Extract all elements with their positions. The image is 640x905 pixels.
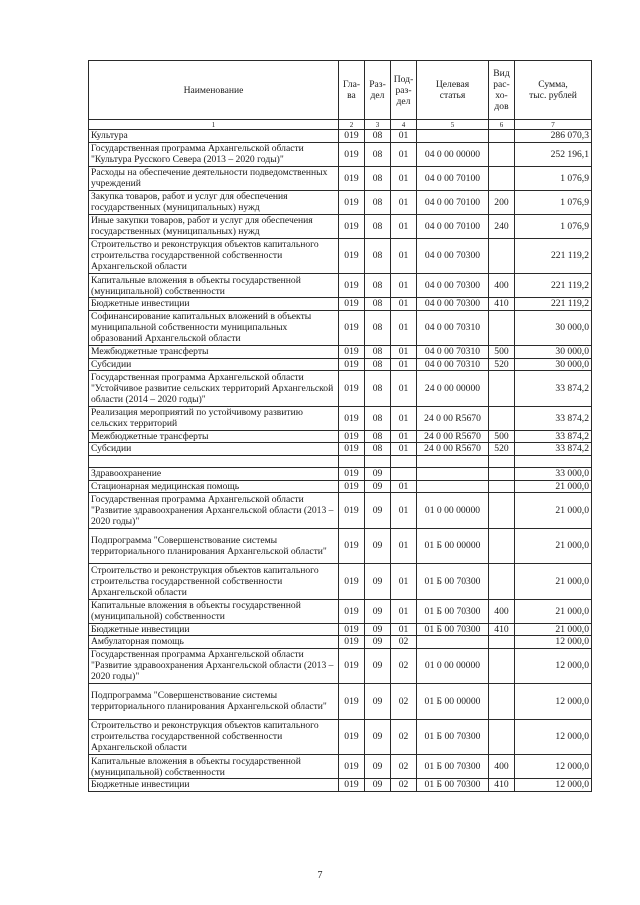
cell-statya: 01 Б 00 00000 xyxy=(417,528,489,564)
cell-name xyxy=(89,455,339,468)
cell-razdel: 08 xyxy=(365,406,391,430)
cell-name: Государственная программа Архангельской области "Развитие здравоохранения Архангельской области (2013 – 2020 годы)" xyxy=(89,648,339,684)
header-name: Наименование xyxy=(89,61,339,120)
cell-name: Субсидии xyxy=(89,358,339,371)
cell-glava: 019 xyxy=(339,166,365,190)
cell-vid: 410 xyxy=(489,623,515,636)
cell-summa: 33 000,0 xyxy=(515,468,592,481)
table-row xyxy=(89,274,592,298)
cell-podrazdel: 01 xyxy=(391,130,417,143)
cell-podrazdel: 02 xyxy=(391,719,417,755)
cell-razdel: 08 xyxy=(365,346,391,359)
cell-razdel: 09 xyxy=(365,468,391,481)
cell-summa: 12 000,0 xyxy=(515,648,592,684)
cell-summa: 12 000,0 xyxy=(515,636,592,649)
cell-name: Бюджетные инвестиции xyxy=(89,298,339,311)
table-row xyxy=(89,528,592,564)
cell-summa: 12 000,0 xyxy=(515,719,592,755)
cell-glava: 019 xyxy=(339,648,365,684)
column-number: 2 xyxy=(339,120,365,130)
cell-statya xyxy=(417,455,489,468)
page-number: 7 xyxy=(317,870,323,881)
header-podrazdel: Под- раз- дел xyxy=(391,61,417,120)
cell-vid: 200 xyxy=(489,190,515,214)
cell-podrazdel: 01 xyxy=(391,346,417,359)
cell-podrazdel: 02 xyxy=(391,755,417,779)
cell-razdel: 08 xyxy=(365,371,391,407)
cell-glava: 019 xyxy=(339,358,365,371)
header-vid: Вид рас- хо- дов xyxy=(489,61,515,120)
cell-summa: 33 874,2 xyxy=(515,371,592,407)
cell-name: Культура xyxy=(89,130,339,143)
cell-name: Капитальные вложения в объекты государственной (муниципальной) собственности xyxy=(89,274,339,298)
cell-statya: 04 0 00 70310 xyxy=(417,358,489,371)
cell-glava: 019 xyxy=(339,779,365,792)
cell-razdel: 08 xyxy=(365,274,391,298)
cell-glava: 019 xyxy=(339,443,365,456)
cell-podrazdel: 01 xyxy=(391,430,417,443)
cell-razdel: 08 xyxy=(365,238,391,274)
cell-name: Иные закупки товаров, работ и услуг для обеспечения государственных (муниципальных) нужд xyxy=(89,214,339,238)
table-row xyxy=(89,190,592,214)
cell-glava: 019 xyxy=(339,406,365,430)
cell-vid: 500 xyxy=(489,430,515,443)
cell-razdel: 08 xyxy=(365,443,391,456)
table-row xyxy=(89,358,592,371)
cell-statya: 01 0 00 00000 xyxy=(417,648,489,684)
cell-vid xyxy=(489,142,515,166)
column-number: 7 xyxy=(515,120,592,130)
table-row xyxy=(89,455,592,468)
cell-podrazdel: 01 xyxy=(391,443,417,456)
cell-statya: 01 Б 00 70300 xyxy=(417,599,489,623)
cell-vid xyxy=(489,468,515,481)
cell-vid: 400 xyxy=(489,599,515,623)
header-statya: Целевая статья xyxy=(417,61,489,120)
cell-podrazdel: 01 xyxy=(391,599,417,623)
cell-statya xyxy=(417,480,489,493)
cell-name: Межбюджетные трансферты xyxy=(89,430,339,443)
cell-name: Межбюджетные трансферты xyxy=(89,346,339,359)
cell-summa: 221 119,2 xyxy=(515,274,592,298)
cell-podrazdel: 01 xyxy=(391,564,417,600)
cell-vid xyxy=(489,480,515,493)
cell-statya: 04 0 00 00000 xyxy=(417,142,489,166)
table-row xyxy=(89,298,592,311)
cell-vid xyxy=(489,684,515,720)
table-row xyxy=(89,599,592,623)
cell-name: Строительство и реконструкция объектов капитального строительства государственной собственности Архангельской области xyxy=(89,564,339,600)
cell-statya xyxy=(417,636,489,649)
cell-podrazdel: 01 xyxy=(391,142,417,166)
cell-statya: 24 0 00 R5670 xyxy=(417,430,489,443)
cell-name: Бюджетные инвестиции xyxy=(89,623,339,636)
cell-podrazdel xyxy=(391,468,417,481)
cell-podrazdel: 01 xyxy=(391,493,417,529)
cell-razdel: 08 xyxy=(365,190,391,214)
cell-summa: 1 076,9 xyxy=(515,190,592,214)
cell-summa: 21 000,0 xyxy=(515,528,592,564)
cell-glava: 019 xyxy=(339,238,365,274)
header-summa: Сумма, тыс. рублей xyxy=(515,61,592,120)
cell-vid xyxy=(489,238,515,274)
cell-summa: 33 874,2 xyxy=(515,430,592,443)
cell-razdel: 08 xyxy=(365,130,391,143)
cell-statya: 04 0 00 70300 xyxy=(417,298,489,311)
cell-razdel: 09 xyxy=(365,636,391,649)
table-row xyxy=(89,779,592,792)
cell-summa: 1 076,9 xyxy=(515,214,592,238)
cell-statya: 01 Б 00 70300 xyxy=(417,755,489,779)
cell-name: Стационарная медицинская помощь xyxy=(89,480,339,493)
cell-razdel xyxy=(365,455,391,468)
table-body xyxy=(89,130,592,792)
cell-name: Расходы на обеспечение деятельности подведомственных учреждений xyxy=(89,166,339,190)
cell-vid: 240 xyxy=(489,214,515,238)
cell-podrazdel: 01 xyxy=(391,274,417,298)
cell-podrazdel: 02 xyxy=(391,779,417,792)
cell-glava xyxy=(339,455,365,468)
cell-podrazdel: 01 xyxy=(391,406,417,430)
cell-statya: 04 0 00 70100 xyxy=(417,166,489,190)
cell-vid: 410 xyxy=(489,298,515,311)
cell-razdel: 08 xyxy=(365,430,391,443)
cell-summa: 30 000,0 xyxy=(515,358,592,371)
cell-vid: 520 xyxy=(489,358,515,371)
table-row xyxy=(89,130,592,143)
cell-statya: 04 0 00 70310 xyxy=(417,310,489,346)
table-row xyxy=(89,430,592,443)
table-row xyxy=(89,755,592,779)
cell-summa: 252 196,1 xyxy=(515,142,592,166)
cell-name: Здравоохранение xyxy=(89,468,339,481)
cell-razdel: 09 xyxy=(365,623,391,636)
cell-summa: 21 000,0 xyxy=(515,623,592,636)
cell-name: Бюджетные инвестиции xyxy=(89,779,339,792)
cell-podrazdel: 02 xyxy=(391,636,417,649)
cell-name: Субсидии xyxy=(89,443,339,456)
cell-summa: 30 000,0 xyxy=(515,310,592,346)
cell-vid xyxy=(489,719,515,755)
cell-podrazdel: 02 xyxy=(391,648,417,684)
table-row xyxy=(89,443,592,456)
cell-vid: 410 xyxy=(489,779,515,792)
cell-glava: 019 xyxy=(339,214,365,238)
table-row xyxy=(89,238,592,274)
cell-name: Государственная программа Архангельской области "Развитие здравоохранения Архангельской области (2013 – 2020 годы)" xyxy=(89,493,339,529)
cell-razdel: 09 xyxy=(365,648,391,684)
cell-name: Подпрограмма "Совершенствование системы территориального планирования Архангельской области" xyxy=(89,684,339,720)
cell-glava: 019 xyxy=(339,528,365,564)
cell-summa: 21 000,0 xyxy=(515,599,592,623)
cell-razdel: 08 xyxy=(365,298,391,311)
cell-razdel: 09 xyxy=(365,755,391,779)
cell-glava: 019 xyxy=(339,636,365,649)
cell-summa: 33 874,2 xyxy=(515,406,592,430)
cell-glava: 019 xyxy=(339,480,365,493)
cell-summa: 30 000,0 xyxy=(515,346,592,359)
cell-razdel: 08 xyxy=(365,310,391,346)
column-number: 1 xyxy=(89,120,339,130)
cell-podrazdel: 01 xyxy=(391,371,417,407)
cell-podrazdel: 01 xyxy=(391,358,417,371)
cell-summa: 221 119,2 xyxy=(515,298,592,311)
cell-razdel: 08 xyxy=(365,166,391,190)
cell-name: Строительство и реконструкция объектов капитального строительства государственной собственности Архангельской области xyxy=(89,238,339,274)
cell-podrazdel: 01 xyxy=(391,310,417,346)
table-row xyxy=(89,493,592,529)
cell-name: Подпрограмма "Совершенствование системы территориального планирования Архангельской области" xyxy=(89,528,339,564)
column-number: 6 xyxy=(489,120,515,130)
cell-vid xyxy=(489,130,515,143)
cell-podrazdel: 01 xyxy=(391,480,417,493)
column-numbers-row xyxy=(89,120,592,130)
cell-podrazdel: 01 xyxy=(391,190,417,214)
cell-glava: 019 xyxy=(339,684,365,720)
cell-razdel: 08 xyxy=(365,214,391,238)
table-row xyxy=(89,406,592,430)
table-row xyxy=(89,719,592,755)
table-row xyxy=(89,684,592,720)
cell-razdel: 09 xyxy=(365,599,391,623)
budget-table-page xyxy=(88,60,591,792)
cell-vid xyxy=(489,455,515,468)
cell-vid: 400 xyxy=(489,755,515,779)
cell-podrazdel: 02 xyxy=(391,684,417,720)
cell-razdel: 09 xyxy=(365,779,391,792)
cell-summa: 21 000,0 xyxy=(515,480,592,493)
cell-glava: 019 xyxy=(339,599,365,623)
cell-glava: 019 xyxy=(339,623,365,636)
cell-glava: 019 xyxy=(339,564,365,600)
cell-glava: 019 xyxy=(339,142,365,166)
cell-summa: 286 070,3 xyxy=(515,130,592,143)
cell-podrazdel: 01 xyxy=(391,623,417,636)
cell-glava: 019 xyxy=(339,468,365,481)
cell-glava: 019 xyxy=(339,719,365,755)
cell-razdel: 09 xyxy=(365,564,391,600)
table-row xyxy=(89,214,592,238)
cell-razdel: 09 xyxy=(365,528,391,564)
table-row xyxy=(89,468,592,481)
cell-statya xyxy=(417,468,489,481)
table-row xyxy=(89,371,592,407)
cell-vid xyxy=(489,528,515,564)
cell-vid xyxy=(489,406,515,430)
cell-name: Государственная программа Архангельской области "Культура Русского Севера (2013 – 2020 годы)" xyxy=(89,142,339,166)
cell-razdel: 08 xyxy=(365,142,391,166)
cell-glava: 019 xyxy=(339,493,365,529)
cell-summa: 33 874,2 xyxy=(515,443,592,456)
cell-summa: 1 076,9 xyxy=(515,166,592,190)
cell-statya: 04 0 00 70100 xyxy=(417,214,489,238)
cell-podrazdel: 01 xyxy=(391,298,417,311)
cell-summa: 12 000,0 xyxy=(515,755,592,779)
cell-razdel: 08 xyxy=(365,358,391,371)
cell-glava: 019 xyxy=(339,371,365,407)
cell-statya xyxy=(417,130,489,143)
cell-name: Закупка товаров, работ и услуг для обеспечения государственных (муниципальных) нужд xyxy=(89,190,339,214)
cell-glava: 019 xyxy=(339,755,365,779)
cell-statya: 01 0 00 00000 xyxy=(417,493,489,529)
cell-statya: 04 0 00 70100 xyxy=(417,190,489,214)
cell-summa: 12 000,0 xyxy=(515,684,592,720)
cell-name: Софинансирование капитальных вложений в объекты муниципальной собственности муниципальных образований Архангельской области xyxy=(89,310,339,346)
cell-razdel: 09 xyxy=(365,480,391,493)
cell-razdel: 09 xyxy=(365,684,391,720)
cell-statya: 24 0 00 00000 xyxy=(417,371,489,407)
cell-podrazdel: 01 xyxy=(391,214,417,238)
cell-statya: 24 0 00 R5670 xyxy=(417,443,489,456)
cell-glava: 019 xyxy=(339,274,365,298)
cell-name: Реализация мероприятий по устойчивому развитию сельских территорий xyxy=(89,406,339,430)
cell-podrazdel: 01 xyxy=(391,528,417,564)
cell-razdel: 09 xyxy=(365,719,391,755)
cell-statya: 01 Б 00 70300 xyxy=(417,719,489,755)
cell-vid xyxy=(489,636,515,649)
cell-statya: 01 Б 00 00000 xyxy=(417,684,489,720)
cell-glava: 019 xyxy=(339,430,365,443)
cell-summa: 221 119,2 xyxy=(515,238,592,274)
cell-statya: 01 Б 00 70300 xyxy=(417,623,489,636)
cell-vid xyxy=(489,648,515,684)
cell-name: Государственная программа Архангельской области "Устойчивое развитие сельских территорий Архангельской области (2014 – 2020 годы)" xyxy=(89,371,339,407)
cell-name: Строительство и реконструкция объектов капитального строительства государственной собственности Архангельской области xyxy=(89,719,339,755)
cell-vid xyxy=(489,371,515,407)
table-row xyxy=(89,564,592,600)
table-row xyxy=(89,166,592,190)
header-glava: Гла- ва xyxy=(339,61,365,120)
cell-statya: 04 0 00 70300 xyxy=(417,274,489,298)
cell-podrazdel: 01 xyxy=(391,166,417,190)
cell-summa: 12 000,0 xyxy=(515,779,592,792)
cell-glava: 019 xyxy=(339,310,365,346)
table-row xyxy=(89,648,592,684)
cell-vid xyxy=(489,166,515,190)
cell-summa: 21 000,0 xyxy=(515,564,592,600)
cell-vid: 500 xyxy=(489,346,515,359)
cell-glava: 019 xyxy=(339,346,365,359)
cell-vid: 520 xyxy=(489,443,515,456)
table-row xyxy=(89,142,592,166)
cell-statya: 04 0 00 70300 xyxy=(417,238,489,274)
column-number: 5 xyxy=(417,120,489,130)
cell-razdel: 09 xyxy=(365,493,391,529)
cell-glava: 019 xyxy=(339,298,365,311)
cell-vid xyxy=(489,493,515,529)
table-row xyxy=(89,623,592,636)
cell-glava: 019 xyxy=(339,130,365,143)
cell-statya: 04 0 00 70310 xyxy=(417,346,489,359)
cell-glava: 019 xyxy=(339,190,365,214)
cell-statya: 01 Б 00 70300 xyxy=(417,779,489,792)
table-row xyxy=(89,346,592,359)
cell-vid xyxy=(489,310,515,346)
cell-name: Капитальные вложения в объекты государственной (муниципальной) собственности xyxy=(89,755,339,779)
cell-name: Капитальные вложения в объекты государственной (муниципальной) собственности xyxy=(89,599,339,623)
cell-summa xyxy=(515,455,592,468)
cell-statya: 01 Б 00 70300 xyxy=(417,564,489,600)
table-row xyxy=(89,310,592,346)
table-row xyxy=(89,636,592,649)
table-row xyxy=(89,480,592,493)
budget-table xyxy=(88,60,592,792)
cell-name: Амбулаторная помощь xyxy=(89,636,339,649)
column-number: 4 xyxy=(391,120,417,130)
cell-podrazdel xyxy=(391,455,417,468)
cell-vid: 400 xyxy=(489,274,515,298)
cell-podrazdel: 01 xyxy=(391,238,417,274)
cell-summa: 21 000,0 xyxy=(515,493,592,529)
column-number: 3 xyxy=(365,120,391,130)
table-header-row xyxy=(89,61,592,120)
cell-statya: 24 0 00 R5670 xyxy=(417,406,489,430)
cell-vid xyxy=(489,564,515,600)
header-razdel: Раз- дел xyxy=(365,61,391,120)
